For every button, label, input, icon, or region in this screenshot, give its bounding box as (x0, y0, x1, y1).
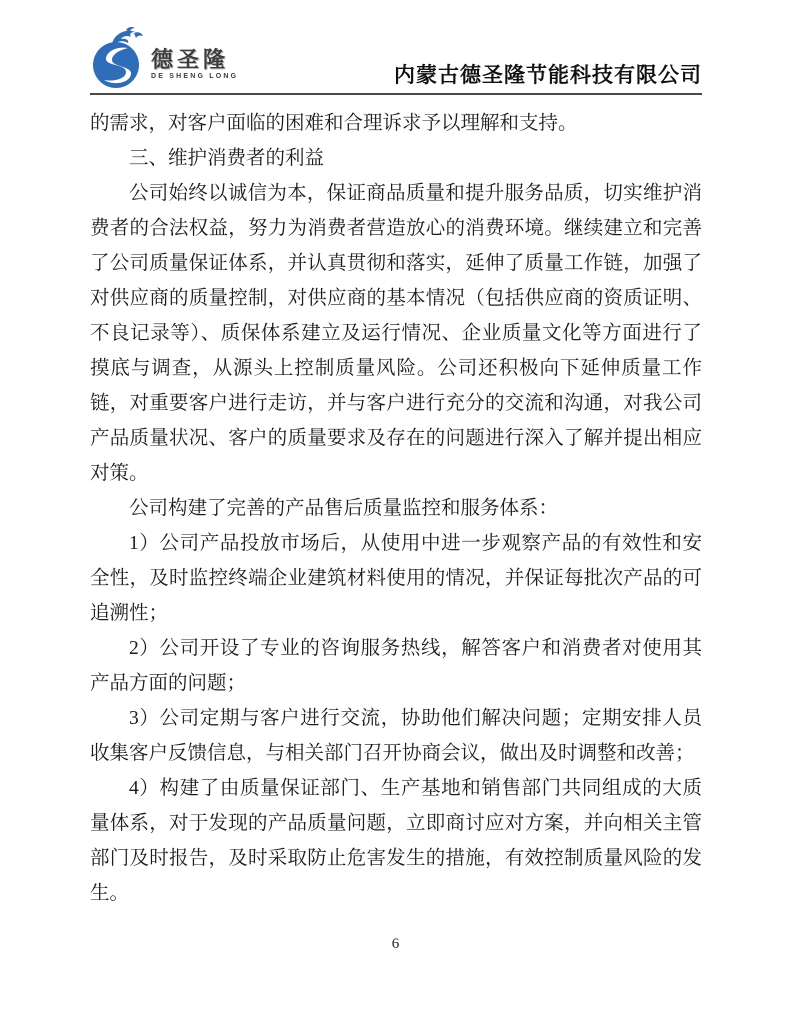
list-item-3: 3）公司定期与客户进行交流，协助他们解决问题；定期安排人员收集客户反馈信息，与相关部门召开协商会议，做出及时调整和改善； (90, 708, 702, 764)
logo-english-text: DE SHENG LONG (151, 73, 239, 80)
dragon-s-logo-icon (90, 26, 146, 90)
document-body (90, 106, 702, 911)
page-header (90, 26, 702, 95)
paragraph: 公司构建了完善的产品售后质量监控和服务体系： (129, 498, 559, 519)
company-name: 内蒙古德圣隆节能科技有限公司 (394, 63, 702, 87)
paragraph-continuation: 的需求，对客户面临的困难和合理诉求予以理解和支持。 (90, 113, 578, 134)
list-item-1: 1）公司产品投放市场后，从使用中进一步观察产品的有效性和安全性，及时监控终端企业建筑材料使用的情况，并保证每批次产品的可追溯性； (90, 533, 702, 624)
company-logo (90, 26, 238, 90)
list-item-2: 2）公司开设了专业的咨询服务热线，解答客户和消费者对使用其产品方面的问题； (90, 638, 702, 694)
list-item-4: 4）构建了由质量保证部门、生产基地和销售部门共同组成的大质量体系，对于发现的产品质量问题，立即商讨应对方案，并向相关主管部门及时报告，及时采取防止危害发生的措施，有效控制质量风险的发生。 (90, 778, 702, 904)
logo-chinese-text: 德圣隆 (151, 47, 230, 72)
paragraph: 公司始终以诚信为本，保证商品质量和提升服务品质，切实维护消费者的合法权益，努力为消费者营造放心的消费环境。继续建立和完善了公司质量保证体系，并认真贯彻和落实，延伸了质量工作链，加强了对供应商的质量控制，对供应商的基本情况（包括供应商的资质证明、不良记录等）、质保体系建立及运行情况、企业质量文化等方面进行了摸底与调查，从源头上控制质量风险。公司还积极向下延伸质量工作链，对重要客户进行走访，并与客户进行充分的交流和沟通，对我公司产品质量状况、客户的质量要求及存在的问题进行深入了解并提出相应对策。 (90, 183, 702, 484)
page-number: 6 (391, 936, 400, 952)
logo-text-block (151, 48, 238, 90)
section-heading: 三、维护消费者的利益 (129, 148, 325, 169)
